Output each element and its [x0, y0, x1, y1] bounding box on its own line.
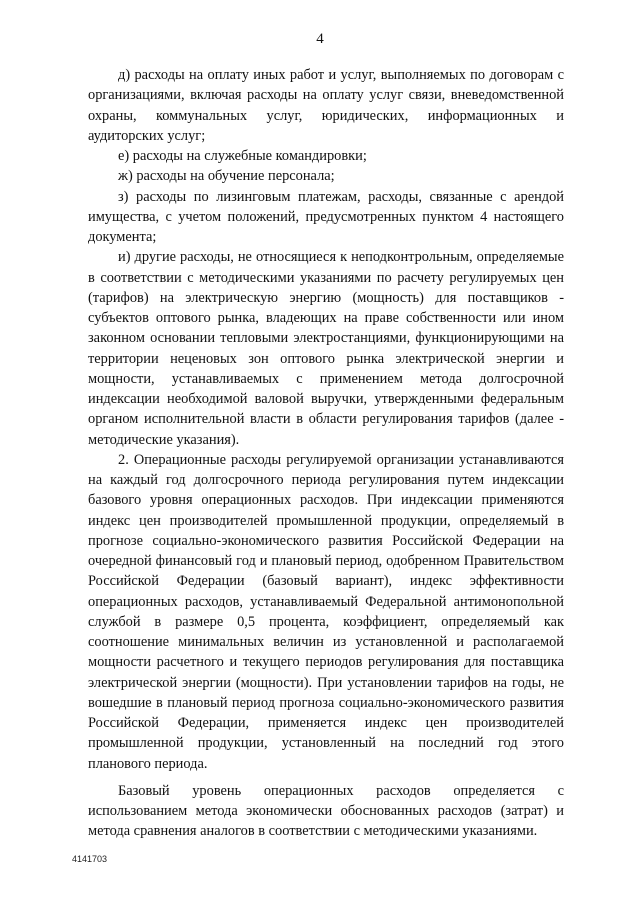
- document-body: [88, 65, 564, 842]
- paragraph-item-zh: ж) расходы на обучение персонала;: [118, 168, 335, 185]
- page-number: 4: [316, 31, 324, 47]
- paragraph-item-z: з) расходы по лизинговым платежам, расходы, связанные с арендой имущества, с учетом положений, предусмотренных пунктом 4 настоящего документа;: [88, 188, 564, 245]
- paragraph-item-i: и) другие расходы, не относящиеся к неподконтрольным, определяемые в соответствии с методическими указаниями по расчету регулируемых цен (тарифов) на электрическую энергию (мощность) для поставщиков - субъектов оптового рынка, владеющих на праве собственности или ином законном основании тепловыми электростанциями, функционирующими на территории неценовых зон оптового рынка электрической энергии и мощности, устанавливаемых с применением метода долгосрочной индексации необходимой валовой выручки, утвержденными федеральным органом исполнительной власти в области регулирования тарифов (далее - методические указания).: [88, 249, 564, 448]
- paragraph-item-e: е) расходы на служебные командировки;: [118, 148, 367, 164]
- paragraph-base-level: Базовый уровень операционных расходов определяется с использованием метода экономически обоснованных расходов (затрат) и метода сравнения аналогов в соответствии с методическими указаниями.: [88, 782, 564, 840]
- paragraph-item-d: д) расходы на оплату иных работ и услуг, выполняемых по договорам с организациями, включая расходы на оплату услуг связи, вневедомственной охраны, коммунальных услуг, юридических, информационных и аудиторских услуг;: [88, 67, 564, 144]
- document-code: 4141703: [72, 854, 108, 864]
- paragraph-section-2: 2. Операционные расходы регулируемой организации устанавливаются на каждый год долгосрочного периода регулирования путем индексации базового уровня операционных расходов. При индексации применяются индекс цен производителей промышленной продукции, определяемый в прогнозе социально-экономического развития Российской Федерации на очередной финансовый год и плановый период, одобренном Правительством Российской Федерации (базовый вариант), индекс эффективности операционных расходов, устанавливаемый Федеральной антимонопольной службой в размере 0,5 процента, коэффициент, определяемый как соотношение минимальных величин из установленной и располагаемой мощности расчетного и текущего периодов регулирования для поставщика электрической энергии (мощности). При установлении тарифов на годы, не вошедшие в плановый период прогноза социально-экономического развития Российской Федерации, применяется индекс цен производителей промышленной продукции, установленный на последний год этого планового периода.: [88, 451, 564, 772]
